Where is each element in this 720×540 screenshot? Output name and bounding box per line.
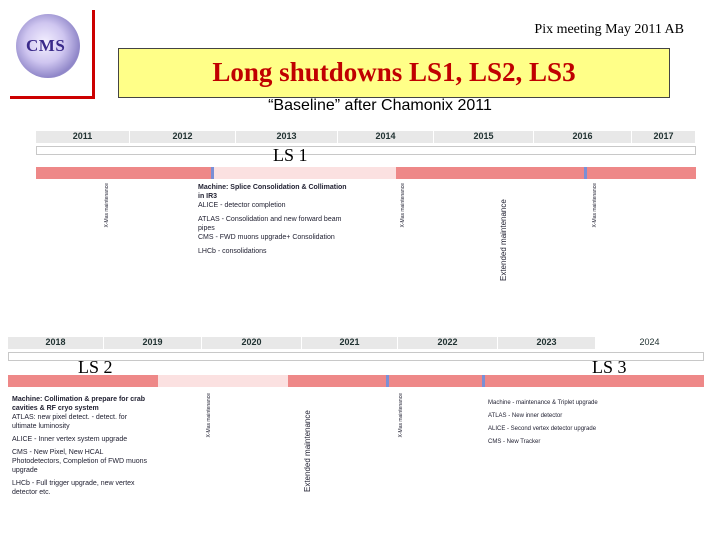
bottom-schedule: [8, 337, 704, 532]
year-label: 2022: [398, 337, 498, 349]
frame-line-left: [92, 10, 95, 98]
year-label: 2015: [434, 131, 534, 143]
note-cms: CMS - New Tracker: [488, 439, 541, 445]
note-machine: Machine - maintenance & Triplet upgrade: [488, 400, 598, 406]
note-atlas: ATLAS: new pixel detect. - detect. for ultimate luminosity: [12, 414, 128, 430]
note-cms: CMS - FWD muons upgrade+ Consolidation: [198, 234, 335, 241]
maintenance-tag: X-Mas maintenance: [398, 393, 404, 438]
year-label: 2018: [8, 337, 104, 349]
top-year-row: [36, 131, 696, 143]
note-alice: ALICE - Second vertex detector upgrade: [488, 426, 597, 432]
note-atlas: ATLAS - New inner detector: [488, 413, 563, 419]
year-label: 2014: [338, 131, 434, 143]
note-alice: ALICE - detector completion: [198, 202, 286, 209]
page-title: Long shutdowns LS1, LS2, LS3: [212, 57, 576, 87]
run-segment: [36, 167, 211, 179]
top-month-row: [36, 146, 696, 155]
year-label: 2011: [36, 131, 130, 143]
maintenance-tag: X-Mas maintenance: [206, 393, 212, 438]
logo-text: CMS: [26, 36, 66, 55]
shutdown-segment: [386, 375, 389, 387]
run-segment: [396, 167, 696, 179]
note-machine: Machine: Splice Consolidation & Collimation in IR3: [198, 184, 347, 200]
year-label: 2024: [596, 337, 704, 349]
bottom-notes-left: [12, 395, 152, 497]
top-timeline-bar: [36, 167, 696, 179]
ls1-label: LS 1: [273, 145, 308, 165]
ls3-label: LS 3: [592, 357, 627, 377]
note-lhcb: LHCb - Full trigger upgrade, new vertex detector etc.: [12, 480, 135, 496]
year-label: 2016: [534, 131, 632, 143]
year-label: 2017: [632, 131, 696, 143]
note-cms: CMS - New Pixel, New HCAL Photodetectors, Completion of FWD muons upgrade: [12, 449, 148, 474]
shutdown-segment: [482, 375, 485, 387]
meeting-label: Pix meeting May 2011 AB: [534, 22, 684, 37]
cms-logo: [16, 14, 80, 78]
year-label: 2013: [236, 131, 338, 143]
year-label: 2019: [104, 337, 202, 349]
note-atlas: ATLAS - Consolidation and new forward beam pipes: [198, 216, 342, 232]
bottom-notes-right: [488, 399, 648, 447]
note-alice: ALICE - Inner vertex system upgrade: [12, 436, 128, 443]
subtitle: “Baseline” after Chamonix 2011: [268, 97, 492, 114]
top-schedule: [36, 131, 696, 281]
year-label: 2020: [202, 337, 302, 349]
title-box: [118, 48, 670, 98]
extended-maintenance-label: Extended maintenance: [303, 410, 312, 492]
extended-maintenance-label: Extended maintenance: [499, 199, 508, 281]
ls2-label: LS 2: [78, 357, 113, 377]
maintenance-tag: X-Mas maintenance: [104, 183, 110, 228]
year-label: 2021: [302, 337, 398, 349]
maintenance-tag: X-Mas maintenance: [592, 183, 598, 228]
note-machine: Machine: Collimation & prepare for crab cavities & RF cryo system: [12, 396, 146, 412]
maintenance-tag: X-Mas maintenance: [400, 183, 406, 228]
year-label: 2023: [498, 337, 596, 349]
run-segment: [158, 375, 288, 387]
top-notes: [198, 183, 348, 256]
bottom-year-row: [8, 337, 704, 349]
run-segment: [214, 167, 402, 179]
year-label: 2012: [130, 131, 236, 143]
run-segment: [288, 375, 704, 387]
note-lhcb: LHCb - consolidations: [198, 248, 267, 255]
shutdown-segment: [584, 167, 587, 179]
